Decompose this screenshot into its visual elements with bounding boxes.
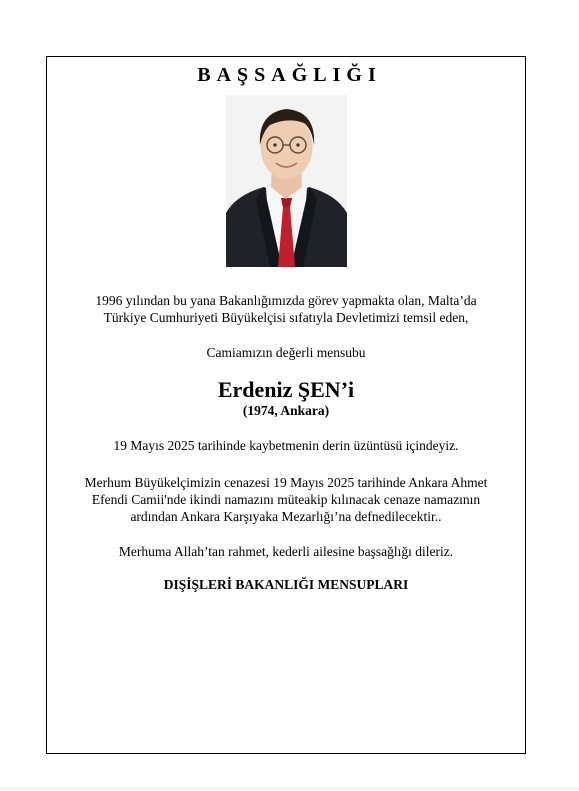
deceased-name: Erdeniz ŞEN’i	[217, 377, 355, 402]
funeral-line-2: Efendi Camii'nde ikindi namazını müteakip kılınacak cenaze namazının	[91, 492, 481, 507]
portrait-photo	[226, 95, 347, 267]
page-title: BAŞSAĞLIĞI	[197, 64, 382, 86]
intro-line-2: Türkiye Cumhuriyeti Büyükelçisi sıfatıyla Devletimizi temsil eden,	[103, 310, 469, 325]
funeral-line-3: ardından Ankara Karşıyaka Mezarlığı’na defnedilecektir..	[130, 509, 442, 524]
birth-info: (1974, Ankara)	[242, 403, 330, 418]
funeral-line-1: Merhum Büyükelçimizin cenazesi 19 Mayıs 2025 tarihinde Ankara Ahmet	[84, 475, 488, 490]
funeral-paragraph	[46, 474, 526, 525]
portrait-illustration	[226, 95, 347, 267]
intro-line-1: 1996 yılından bu yana Bakanlığımızda görev yapmakta olan, Malta’da	[95, 293, 477, 308]
condolence-message: Merhuma Allah’tan rahmet, kederli ailesine başsağlığı dileriz.	[118, 544, 454, 559]
page-bottom-divider	[0, 788, 579, 789]
intro-paragraph	[46, 292, 526, 326]
member-line: Camiamızın değerli mensubu	[206, 345, 366, 360]
loss-statement: 19 Mayıs 2025 tarihinde kaybetmenin derin üzüntüsü içindeyiz.	[113, 438, 459, 453]
signature: DIŞİŞLERİ BAKANLIĞI MENSUPLARI	[163, 577, 409, 592]
